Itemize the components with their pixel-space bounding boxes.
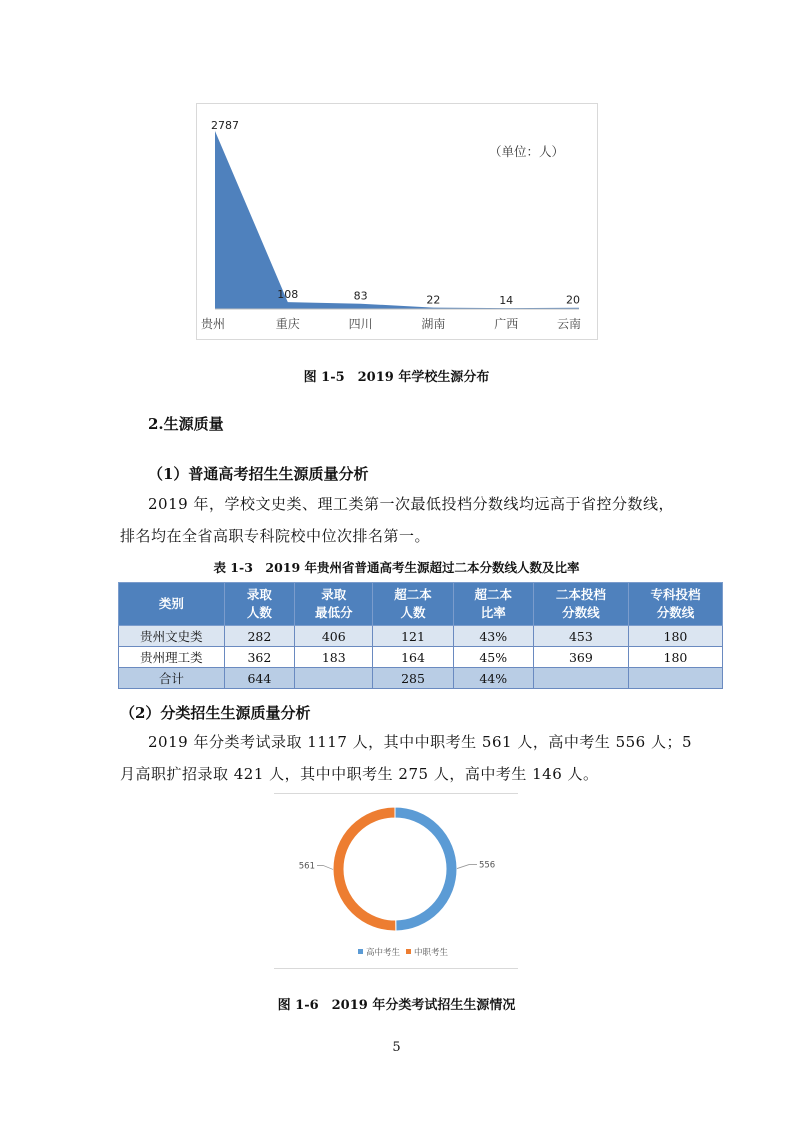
table-row-total	[119, 668, 723, 689]
paragraph-1-line-2: 排名均在全省高职专科院校中位次排名第一。	[120, 527, 431, 545]
header-lowest-score: 录取 最低分	[295, 583, 373, 626]
table-cell: 44%	[453, 668, 533, 689]
data-label: 83	[353, 289, 368, 303]
paragraph-2-line-2: 月高职扩招录取 421 人，其中中职考生 275 人，高中考生 146 人。	[120, 765, 599, 783]
category-label: 广西	[494, 317, 519, 331]
table-row	[119, 626, 723, 647]
subsection-1-heading: （1）普通高考招生生源质量分析	[148, 465, 369, 483]
table-cell: 45%	[453, 647, 533, 668]
data-label: 556	[478, 860, 496, 871]
table-cell: 369	[533, 647, 628, 668]
category-label: 贵州	[201, 317, 226, 331]
paragraph-1-line-1: 2019 年，学校文史类、理工类第一次最低投档分数线均远高于省控分数线，	[148, 495, 674, 513]
table-cell	[628, 668, 722, 689]
table-cell: 282	[224, 626, 294, 647]
legend-swatch	[406, 949, 411, 954]
unit-note: （单位：人）	[489, 144, 565, 159]
table-cell: 644	[224, 668, 294, 689]
category-label: 湖南	[421, 317, 446, 331]
table-cell: 180	[628, 647, 722, 668]
donut-slice	[395, 807, 457, 931]
table-cell: 285	[373, 668, 453, 689]
figure-1-6-caption: 图 1-6 2019 年分类考试招生生源情况	[277, 998, 516, 1013]
table-cell	[533, 668, 628, 689]
legend-label: 高中考生	[366, 948, 401, 958]
figure-1-5-caption: 图 1-5 2019 年学校生源分布	[303, 370, 490, 385]
table-cell: 贵州文史类	[119, 626, 225, 647]
table-cell: 121	[373, 626, 453, 647]
data-label: 14	[499, 294, 514, 308]
table-cell: 164	[373, 647, 453, 668]
donut-chart-svg	[274, 794, 518, 968]
category-label: 重庆	[275, 317, 300, 331]
table-cell: 180	[628, 626, 722, 647]
table-cell	[295, 668, 373, 689]
leader-line	[457, 865, 477, 869]
donut-slice	[333, 807, 396, 931]
data-label: 22	[426, 293, 441, 307]
admission-score-table	[118, 582, 723, 689]
legend-swatch	[358, 949, 363, 954]
legend-label: 中职考生	[414, 948, 449, 958]
category-label: 四川	[348, 317, 373, 331]
table-cell: 43%	[453, 626, 533, 647]
paragraph-2-line-1: 2019 年分类考试录取 1117 人，其中中职考生 561 人，高中考生 556 人；5	[148, 733, 693, 751]
table-1-3-caption: 表 1-3 2019 年贵州省普通高考生源超过二本分数线人数及比率	[213, 560, 580, 575]
table-cell: 453	[533, 626, 628, 647]
subsection-2-heading: （2）分类招生生源质量分析	[120, 704, 311, 722]
header-above-line-rate: 超二本 比率	[453, 583, 533, 626]
data-label: 2787	[211, 119, 239, 132]
classified-exam-donut-chart	[274, 793, 518, 969]
page-number: 5	[392, 1040, 401, 1055]
data-label: 20	[566, 293, 580, 307]
table-row	[119, 647, 723, 668]
table-cell: 406	[295, 626, 373, 647]
data-label: 108	[277, 288, 299, 302]
category-label: 云南	[556, 317, 582, 331]
header-admitted-count: 录取 人数	[224, 583, 294, 626]
data-label: 561	[298, 861, 316, 872]
header-vocational-line: 专科投档 分数线	[628, 583, 722, 626]
table-cell: 362	[224, 647, 294, 668]
student-origin-area-chart	[196, 103, 598, 340]
table-header-row	[119, 583, 723, 626]
area-chart-svg	[197, 104, 597, 339]
table-cell: 合计	[119, 668, 225, 689]
header-above-line-count: 超二本 人数	[373, 583, 453, 626]
leader-line	[317, 865, 333, 869]
header-tier2-line: 二本投档 分数线	[533, 583, 628, 626]
header-category: 类别	[119, 583, 225, 626]
section-heading: 2.生源质量	[148, 415, 224, 433]
table-cell: 贵州理工类	[119, 647, 225, 668]
table-cell: 183	[295, 647, 373, 668]
